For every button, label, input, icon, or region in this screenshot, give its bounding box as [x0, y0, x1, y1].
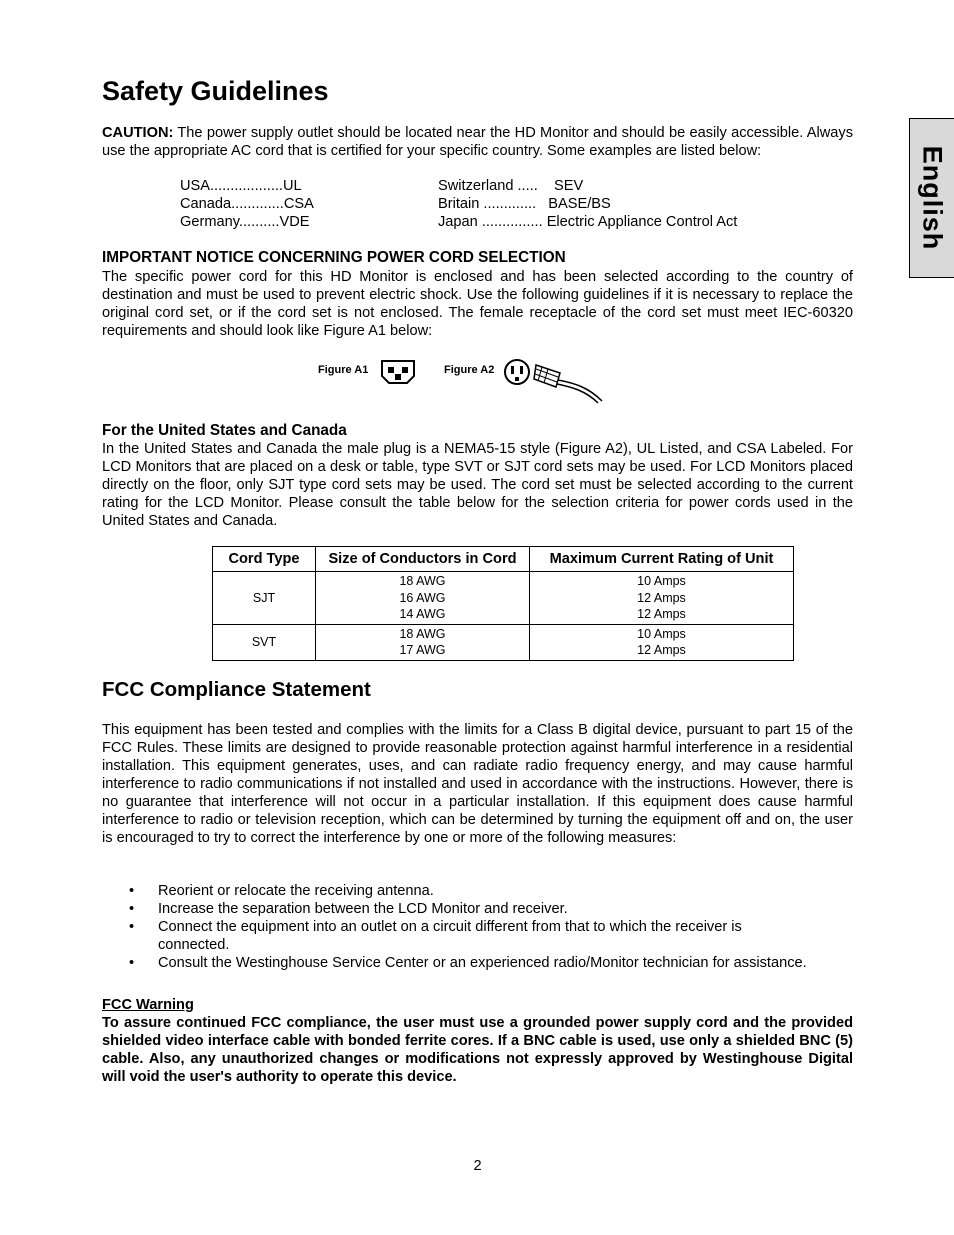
conductor-size: 18 AWG: [399, 626, 446, 641]
bullet: •: [129, 883, 135, 899]
table-row: [213, 572, 794, 625]
conductor-size: 17 AWG: [399, 643, 446, 657]
caution-text: The power supply outlet should be located near the HD Monitor and should be easily accessible. Always use the appropriate AC cord that is certified for your specific country. Some examples are listed below:: [102, 125, 853, 159]
current-rating: 10 Amps: [637, 626, 686, 641]
country-canada: Canada.............CSA: [180, 196, 314, 212]
current-rating: 12 Amps: [637, 643, 686, 657]
country-germany: Germany..........VDE: [180, 214, 310, 230]
current-rating: 12 Amps: [637, 590, 686, 605]
fcc-warning-title: FCC Warning: [102, 997, 194, 1013]
conductor-size-cell: [316, 624, 530, 660]
country-britain: Britain ............. BASE/BS: [438, 196, 611, 212]
bullet: •: [129, 901, 135, 917]
list-item: • Consult the Westinghouse Service Center or an experienced radio/Monitor technician for assistance.: [129, 955, 807, 971]
conductor-size: 16 AWG: [399, 590, 446, 605]
table-row: [213, 624, 794, 660]
column-header: Cord Type: [213, 547, 316, 572]
country-switzerland: Switzerland ..... SEV: [438, 178, 584, 194]
page-title: Safety Guidelines: [102, 76, 329, 106]
fcc-paragraph: This equipment has been tested and complies with the limits for a Class B digital device, pursuant to part 15 of the FCC Rules. These limits are designed to provide reasonable protection against harmful interference in a residential installation. This equipment generates, uses, and can radiate radio frequency energy, and may cause harmful interference to radio communications if not installed and used in accordance with the instructions. However, there is no guarantee that interference will not occur in a particular installation. If this equipment does cause harmful interference to radio or television reception, which can be determined by turning the equipment off and on, the user is encouraged to try to correct the interference by one or more of the following measures:: [102, 722, 853, 846]
notice-heading: IMPORTANT NOTICE CONCERNING POWER CORD SELECTION: [102, 249, 566, 266]
fcc-warning-text: To assure continued FCC compliance, the user must use a grounded power supply cord and the provided shielded video interface cable with bonded ferrite cores. If a BNC cable is used, use only a shielded BNC (5) cable. Also, any unauthorized changes or modifications not expressly approved by Westinghouse Digital will void the user's authority to operate this device.: [102, 1015, 853, 1085]
list-item: • Increase the separation between the LCD Monitor and receiver.: [129, 901, 568, 917]
caution-label: CAUTION:: [102, 125, 174, 141]
page-number: 2: [473, 1158, 482, 1174]
language-tab: [909, 118, 954, 278]
cord-type-cell: SJT: [213, 572, 316, 625]
fcc-measures-list: [102, 882, 853, 972]
iec-receptacle-icon: [379, 359, 417, 385]
conductor-size: 18 AWG: [399, 574, 446, 588]
us-canada-paragraph: In the United States and Canada the male plug is a NEMA5-15 style (Figure A2), UL Listed, and CSA Labeled. For LCD Monitors that are placed on a desk or table, type SVT or SJT cord sets may be used. For LCD Monitors placed directly on the floor, only SJT type cord sets may be used. The cord set must be selected according to the current rating for the LCD Monitor. Please consult the table below for the selection criteria for power cords used in the United States and Canada.: [102, 441, 853, 529]
country-usa: USA..................UL: [180, 178, 302, 194]
bullet: •: [129, 919, 135, 935]
bullet: •: [129, 955, 135, 971]
column-header: Size of Conductors in Cord: [316, 547, 530, 572]
us-canada-heading: For the United States and Canada: [102, 422, 347, 439]
current-rating-cell: [530, 572, 794, 625]
notice-paragraph: The specific power cord for this HD Monitor is enclosed and has been selected according to the country of destination and must be used to prevent electric shock. Use the following guidelines if it is necessary to replace the original cord set, or if the cord set is not enclosed. The female receptacle of the cord set must meet IEC-60320 requirements and should look like Figure A1 below:: [102, 269, 853, 339]
figure-a2-label: Figure A2: [444, 364, 495, 376]
country-japan: Japan ............... Electric Appliance Control Act: [438, 214, 738, 230]
fcc-heading: FCC Compliance Statement: [102, 678, 371, 701]
language-tab-label: English: [917, 145, 948, 251]
figure-a1-label: Figure A1: [318, 364, 369, 376]
current-rating-cell: [530, 624, 794, 660]
table-header-row: [213, 547, 794, 572]
column-header: Maximum Current Rating of Unit: [530, 547, 794, 572]
conductor-size: 14 AWG: [399, 607, 446, 621]
conductor-size-cell: [316, 572, 530, 625]
caution-paragraph: [102, 124, 853, 160]
list-item: • Reorient or relocate the receiving antenna.: [129, 883, 434, 899]
current-rating: 12 Amps: [637, 607, 686, 621]
list-item: • Connect the equipment into an outlet on a circuit different from that to which the receiver is connected.: [129, 919, 742, 953]
cord-type-cell: SVT: [213, 624, 316, 660]
nema-plug-icon: [502, 355, 608, 405]
cord-table: [212, 546, 794, 661]
current-rating: 10 Amps: [637, 574, 686, 588]
